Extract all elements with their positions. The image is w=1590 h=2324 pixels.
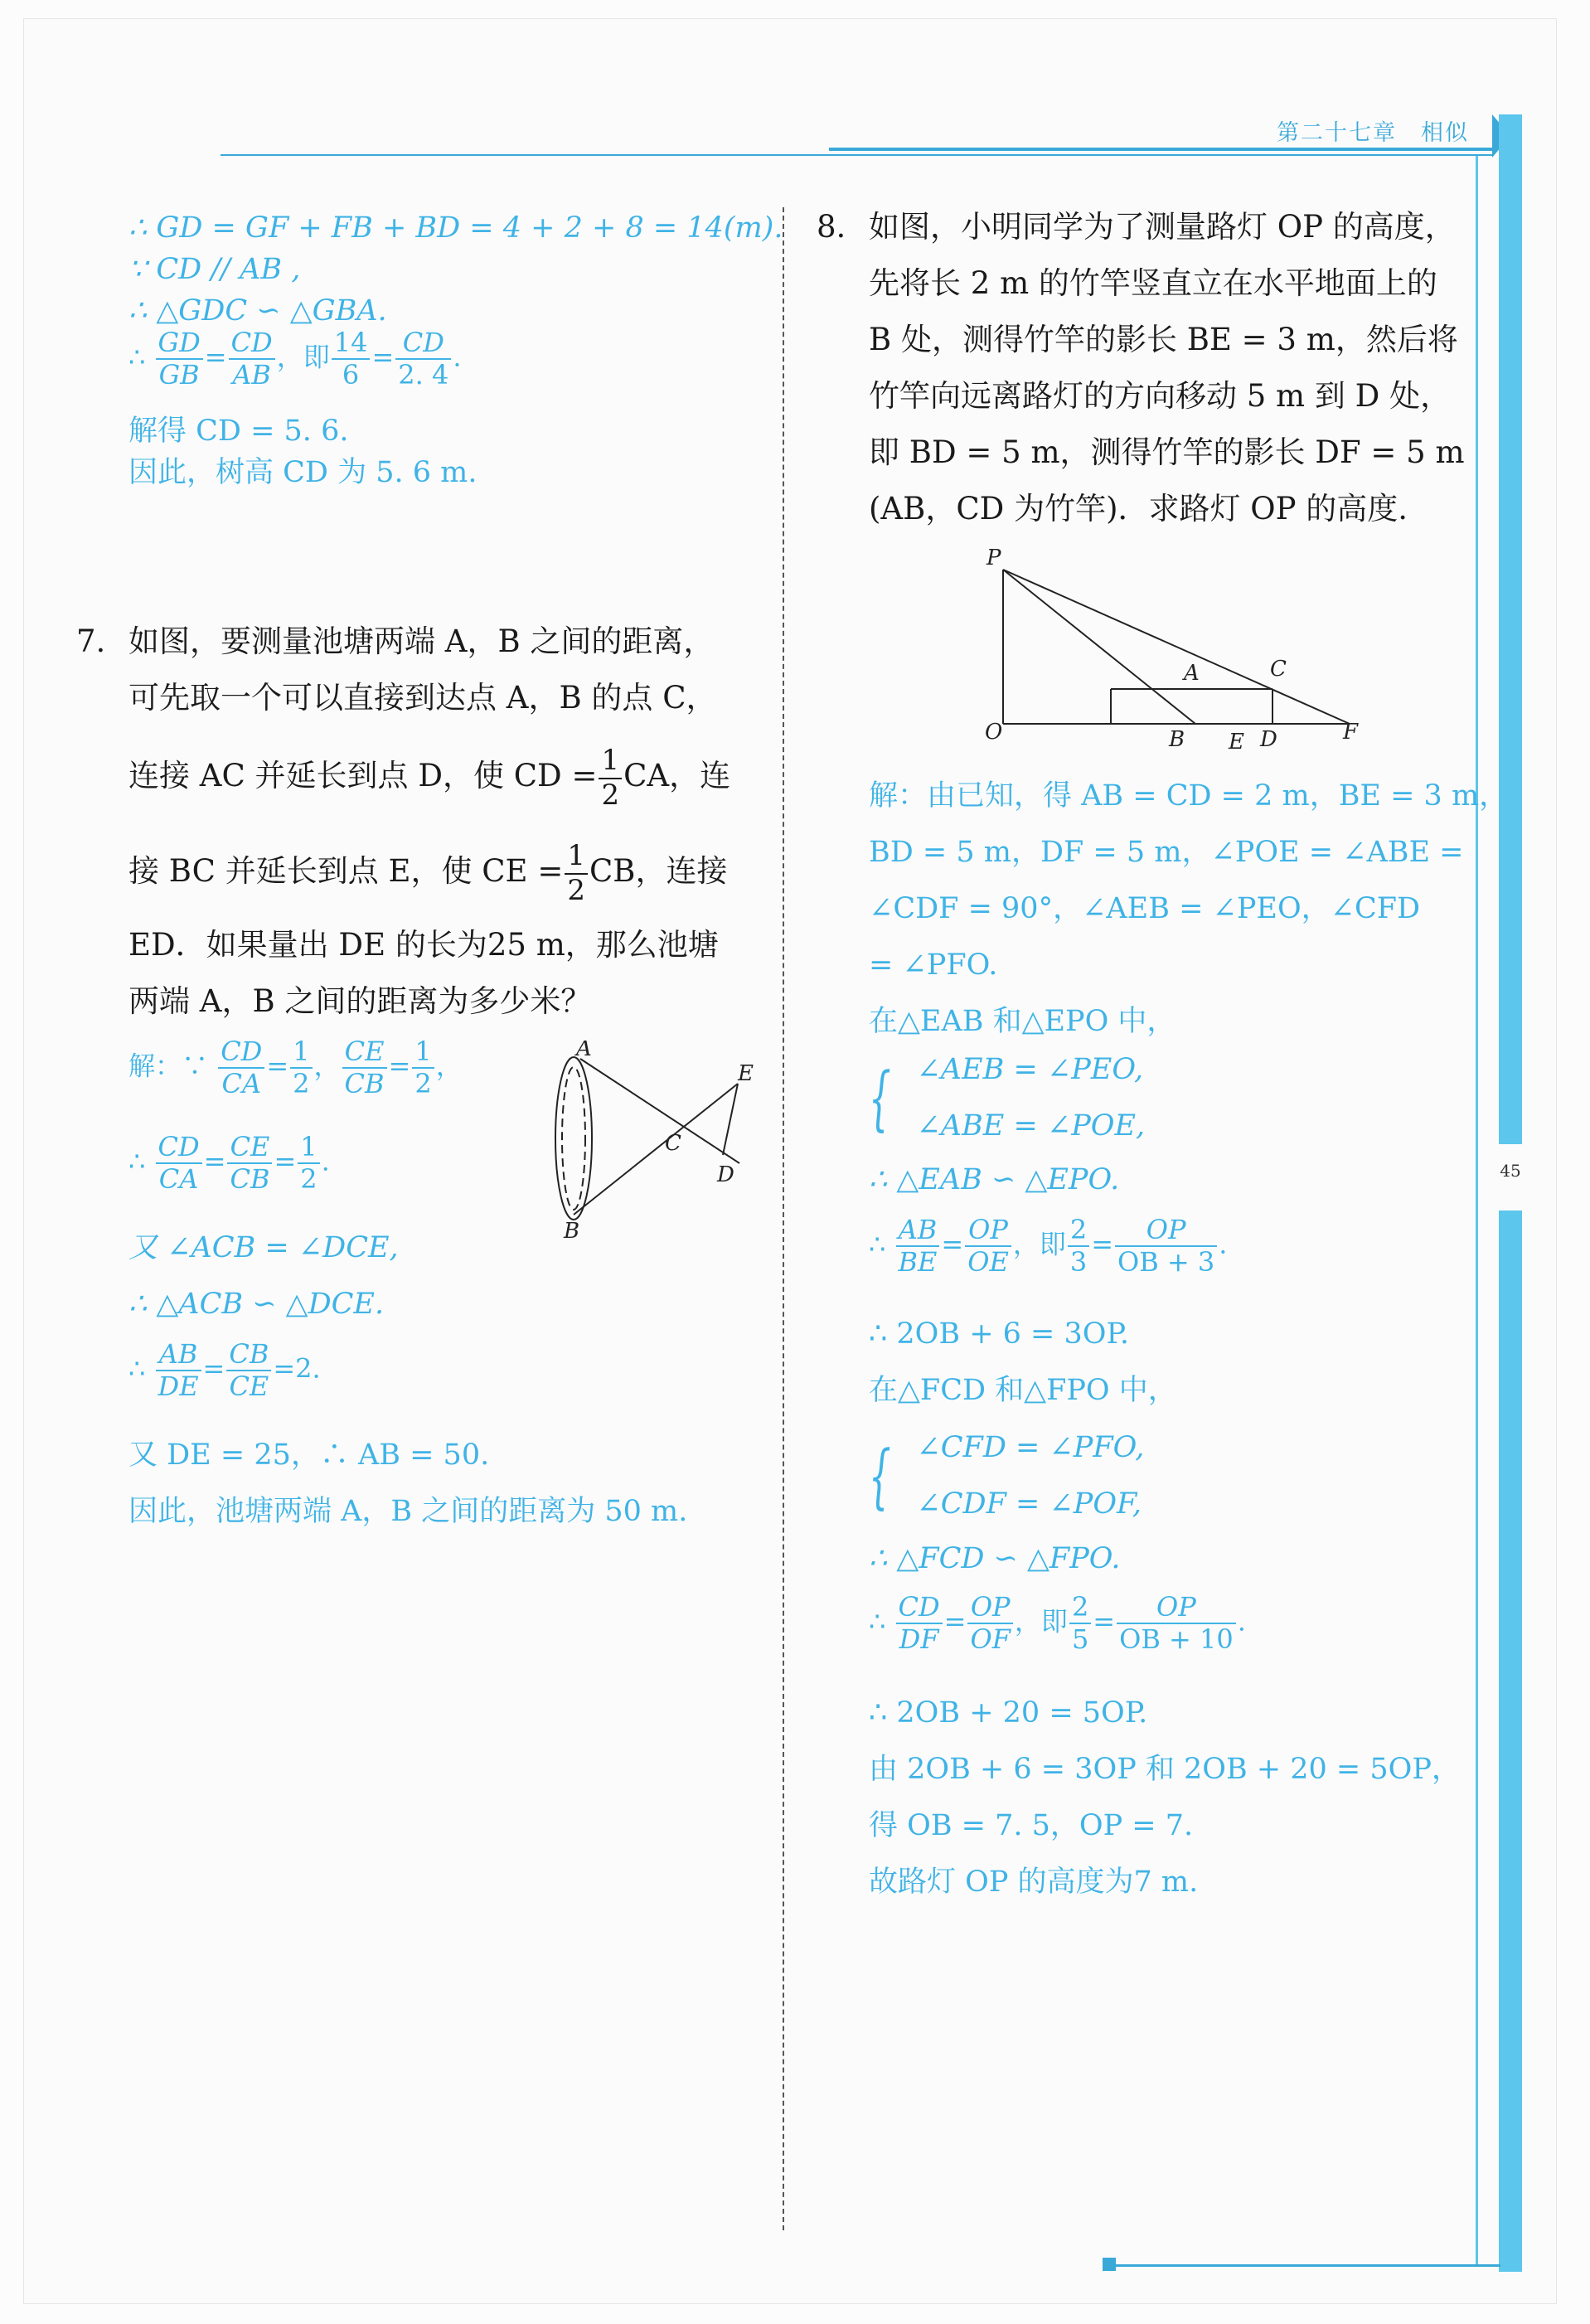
question-line: 可先取一个可以直接到达点 A，B 的点 C， <box>128 680 717 716</box>
solution-line: 得 OB = 7. 5，OP = 7. <box>869 1809 1194 1842</box>
label-D: D <box>1260 727 1277 752</box>
label-P: P <box>986 546 1001 570</box>
header-rule-thick <box>829 148 1494 151</box>
question-line: 连接 AC 并延长到点 D，使 CD = $\frac{1}{2}$ CA，连 <box>128 744 731 812</box>
solution-line: 在△EAB 和△EPO 中， <box>869 1005 1176 1038</box>
label-B: B <box>564 1219 580 1240</box>
solution-line: 因此，树高 CD 为 5. 6 m. <box>128 456 477 489</box>
question-line: 如图，要测量池塘两端 A，B 之间的距离， <box>128 623 715 659</box>
fraction: $\frac{GD}{GB}$ <box>156 327 203 391</box>
question-line: 如图，小明同学为了测量路灯 OP 的高度， <box>869 209 1456 245</box>
solution-fraction-line: ∴ $\frac{CD}{CA}$ = $\frac{CE}{CB}$ = $\frac{1}{2}$ . <box>128 1131 330 1195</box>
solution-line: ∴ 2OB + 20 = 5OP. <box>869 1696 1148 1730</box>
label-B: B <box>1169 727 1185 752</box>
pond-figure <box>531 1041 763 1240</box>
question-line: 接 BC 并延长到点 E，使 CE = $\frac{1}{2}$ CB，连接 <box>128 839 728 907</box>
question-line: ED．如果量出 DE 的长为25 m，那么池塘 <box>128 927 719 963</box>
column-divider <box>783 207 784 2230</box>
solution-line: ∴ △FCD ∽ △FPO. <box>869 1542 1121 1575</box>
question-line: 两端 A，B 之间的距离为多少米？ <box>128 983 592 1019</box>
label-A: A <box>1184 661 1200 686</box>
label-C: C <box>1270 657 1287 682</box>
solution-line: 故路灯 OP 的高度为7 m. <box>869 1866 1199 1899</box>
solution-line: 解：由已知，得 AB = CD = 2 m，BE = 3 m， <box>869 779 1509 813</box>
fraction-line: ∴ $\frac{GD}{GB}$ = $\frac{CD}{AB}$ ，即 $\frac{14}{6}$ = $\frac{CD}{2. 4}$ . <box>128 327 462 391</box>
solution-fraction-line: ∴ $\frac{AB}{BE}$ = $\frac{OP}{OE}$ ，即 $\frac{2}{3}$ = $\frac{OP}{OB + 3}$ . <box>869 1214 1228 1278</box>
header-rule <box>221 154 1494 156</box>
solution-line: ∵ CD // AB , <box>128 253 301 286</box>
label-C: C <box>665 1131 681 1156</box>
solution-line: = ∠PFO. <box>869 949 998 982</box>
label-E: E <box>1229 730 1244 754</box>
solution-block <box>869 1685 1461 1910</box>
solution-line: BD = 5 m，DF = 5 m，∠POE = ∠ABE = <box>869 836 1464 869</box>
solution-line: ∠CDF = 90°，∠AEB = ∠PEO，∠CFD <box>869 892 1421 925</box>
solution-line: ∴ △EAB ∽ △EPO. <box>869 1163 1120 1196</box>
solution-line: ∴ GD = GF + FB + BD = 4 + 2 + 8 = 14(m). <box>128 211 783 245</box>
solution-block <box>869 768 1508 1050</box>
question-number: 8. <box>817 209 846 245</box>
fraction: $\frac{CD}{2. 4}$ <box>395 327 451 391</box>
question-text <box>128 614 759 1030</box>
question-line: 竹竿向远离路灯的方向移动 5 m 到 D 处， <box>869 378 1452 414</box>
question-line: 即 BD = 5 m，测得竹竿的影长 DF = 5 m <box>869 434 1465 470</box>
side-bar-bottom <box>1499 1211 1522 2272</box>
label-F: F <box>1343 720 1359 745</box>
label-E: E <box>738 1061 754 1086</box>
lamp-figure <box>978 543 1376 759</box>
question-number: 7. <box>76 623 106 659</box>
chapter-header: 第二十七章 相似 <box>1277 120 1469 146</box>
solution-fraction-line: ∴ $\frac{AB}{DE}$ = $\frac{CB}{CE}$ =2. <box>128 1338 321 1402</box>
page-number: 45 <box>1500 1161 1521 1181</box>
label-D: D <box>717 1162 734 1187</box>
fraction: $\frac{CD}{AB}$ <box>229 327 275 391</box>
question-line: (AB，CD 为竹竿)．求路灯 OP 的高度. <box>869 491 1408 526</box>
solution-line: 又 ∠ACB = ∠DCE, <box>128 1231 399 1264</box>
solution-line: ∴ △GDC ∽ △GBA. <box>128 294 387 327</box>
label-O: O <box>985 720 1003 745</box>
fraction: $\frac{14}{6}$ <box>332 327 371 391</box>
solution-line: 由 2OB + 6 = 3OP 和 2OB + 20 = 5OP， <box>869 1753 1461 1786</box>
question-line: B 处，测得竹竿的影长 BE = 3 m，然后将 <box>869 322 1458 357</box>
question-text <box>869 199 1482 537</box>
solution-line: 又 DE = 25，∴ AB = 50. <box>128 1439 490 1472</box>
equation-system: { ∠CFD = ∠PFO, ∠CDF = ∠POF, <box>869 1431 1145 1521</box>
solution-line: ∴ △ACB ∽ △DCE. <box>128 1288 385 1321</box>
footer-rule <box>1111 2264 1500 2267</box>
solution-line: 在△FCD 和△FPO 中， <box>869 1374 1177 1407</box>
solution-fraction-line: 解：∵ $\frac{CD}{CA}$ = $\frac{1}{2}$ ， $\frac{CE}{CB}$ = $\frac{1}{2}$ ， <box>128 1036 463 1099</box>
question-line: 先将长 2 m 的竹竿竖直立在水平地面上的 <box>869 265 1437 301</box>
solution-line: 因此，池塘两端 A，B 之间的距离为 50 m. <box>128 1495 688 1528</box>
equation-system: { ∠AEB = ∠PEO, ∠ABE = ∠POE, <box>869 1053 1146 1143</box>
solution-line: 解得 CD = 5. 6. <box>128 415 349 448</box>
solution-block <box>869 1306 1177 1419</box>
solution-fraction-line: ∴ $\frac{CD}{DF}$ = $\frac{OP}{OF}$ ，即 $\frac{2}{5}$ = $\frac{OP}{OB + 10}$ . <box>869 1591 1246 1655</box>
label-A: A <box>576 1041 592 1061</box>
solution-line: ∴ 2OB + 6 = 3OP. <box>869 1317 1130 1351</box>
